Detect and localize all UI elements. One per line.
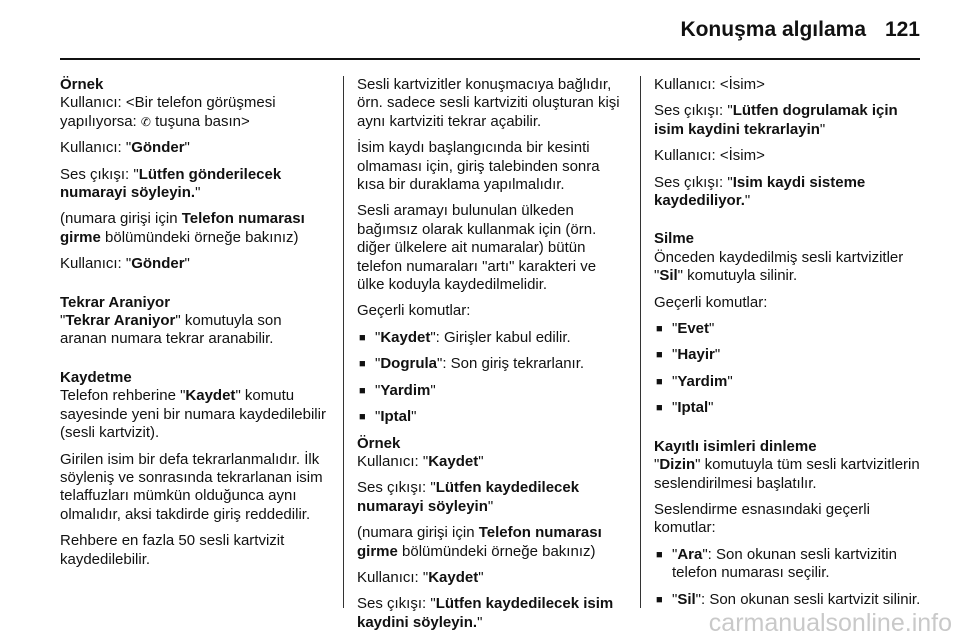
watermark: carmanualsonline.info [708, 609, 952, 637]
example-voice-output-2: Ses çıkışı: "Isim kaydi sisteme kaydediliyor." [654, 173, 866, 210]
column-left [60, 76, 332, 577]
commands-label: Geçerli komutlar: [654, 293, 768, 311]
command-list [654, 546, 924, 609]
example-voice-output: Ses çıkışı: "Lütfen dogrulamak için isim kaydini tekrarlayin" [654, 102, 898, 138]
command-list [654, 320, 924, 418]
example-voice-output: Ses çıkışı: "Lütfen kaydedilecek numarayi söyleyin" [357, 479, 580, 515]
tekrar-text: "Tekrar Araniyor" komutuyla son aranan numara tekrar aranabilir. [60, 312, 282, 348]
example-user-line: Kullanıcı: "Kaydet" [357, 452, 484, 470]
bullet-icon: ■ [656, 323, 663, 336]
bullet-icon: ■ [656, 548, 663, 561]
example-user-isim: Kullanıcı: <İsim> [654, 76, 765, 93]
example-user-line: Kullanıcı: <Bir telefon görüşmesi yapılıyorsa: ✆ tuşuna basın> [60, 94, 276, 130]
list-item: ■ "Dogrula": Son giriş tekrarlanır. [359, 355, 585, 373]
header-rule [60, 58, 920, 60]
commands-label: Geçerli komutlar: [357, 302, 471, 320]
example-user-gonder: Kullanıcı: "Gönder" [60, 139, 190, 157]
list-item: ■ "Sil": Son okunan sesli kartvizit silinir. [656, 590, 921, 608]
kaydetme-text: Telefon rehberine "Kaydet" komutu sayesinde yeni bir numara kaydedilebilir (sesli kartvizit). [60, 387, 326, 442]
page-title: Konuşma algılama [680, 18, 866, 41]
seslendirme-label: Seslendirme esnasındaki geçerli komutlar: [654, 500, 870, 537]
example-voice-output: Ses çıkışı: "Lütfen gönderilecek numarayi söyleyin." [60, 165, 282, 202]
bullet-icon: ■ [359, 384, 366, 397]
list-item: ■ "Yardim" [656, 372, 733, 390]
bullet-icon: ■ [656, 375, 663, 388]
section-heading-silme: Silme [654, 230, 695, 248]
bullet-icon: ■ [359, 411, 366, 424]
paragraph: Sesli aramayı bulunulan ülkeden bağımsız olarak kullanmak için (örn. diğer ülkelere ait numaralar) bütün telefon numaraları "artı" karakteri ve ülke koduyla kaydedilmelidir. [357, 202, 597, 294]
list-item: ■ "Ara": Son okunan sesli kartvizitin telefon numarası seçilir. [656, 545, 897, 582]
kaydetme-para1: Girilen isim bir defa tekrarlanmalıdır. İlk söyleniş ve sonrasında tekrarlanan isim telaffuzları mümkün olduğunca aynı olmalıdır, aksi takdirde giriş reddedilir. [60, 450, 323, 523]
silme-text: Önceden kaydedilmiş sesli kartvizitler "Sil" komutuyla silinir. [654, 248, 904, 285]
list-item: ■ "Iptal" [359, 408, 417, 426]
column-middle [357, 76, 627, 640]
command-list [357, 329, 627, 427]
bullet-icon: ■ [656, 349, 663, 362]
kaydetme-para2: Rehbere en fazla 50 sesli kartvizit kaydedilebilir. [60, 532, 285, 568]
bullet-icon: ■ [359, 358, 366, 371]
dinleme-text: "Dizin" komutuyla tüm sesli kartvizitlerin seslendirilmesi başlatılır. [654, 456, 920, 492]
example-user-gonder-2: Kullanıcı: "Gönder" [60, 255, 190, 273]
column-right [654, 76, 924, 617]
list-item: ■ "Evet" [656, 320, 715, 338]
column-divider [343, 76, 344, 608]
example-user-isim-2: Kullanıcı: <İsim> [654, 147, 765, 165]
bullet-icon: ■ [656, 402, 663, 415]
section-heading-tekrar: Tekrar Araniyor [60, 293, 171, 311]
list-item: ■ "Kaydet": Girişler kabul edilir. [359, 328, 571, 346]
example-user-line-2: Kullanıcı: "Kaydet" [357, 568, 484, 586]
page-header [0, 0, 960, 60]
section-heading-ornek: Örnek [357, 434, 401, 452]
column-divider [640, 76, 641, 608]
phone-icon: ✆ [140, 114, 151, 129]
list-item: ■ "Hayir" [656, 346, 721, 364]
section-heading-kaydetme: Kaydetme [60, 368, 132, 386]
example-note: (numara girişi için Telefon numarası girme bölümündeki örneğe bakınız) [60, 210, 305, 246]
paragraph: İsim kaydı başlangıcında bir kesinti olmaması için, giriş talebinden sonra kısa bir duraklama yapılmalıdır. [357, 139, 600, 194]
list-item: ■ "Yardim" [359, 381, 436, 399]
example-note: (numara girişi için Telefon numarası girme bölümündeki örneğe bakınız) [357, 524, 602, 560]
section-heading-ornek: Örnek [60, 76, 104, 93]
paragraph: Sesli kartvizitler konuşmacıya bağlıdır, örn. sadece sesli kartviziti oluşturan kişi aynı kartviziti tekrar açabilir. [357, 76, 620, 130]
page-number: 121 [884, 18, 920, 41]
list-item: ■ "Iptal" [656, 399, 714, 417]
section-heading-dinleme: Kayıtlı isimleri dinleme [654, 437, 817, 455]
example-voice-output-2: Ses çıkışı: "Lütfen kaydedilecek isim kaydini söyleyin." [357, 595, 614, 631]
bullet-icon: ■ [359, 331, 366, 344]
bullet-icon: ■ [656, 593, 663, 606]
